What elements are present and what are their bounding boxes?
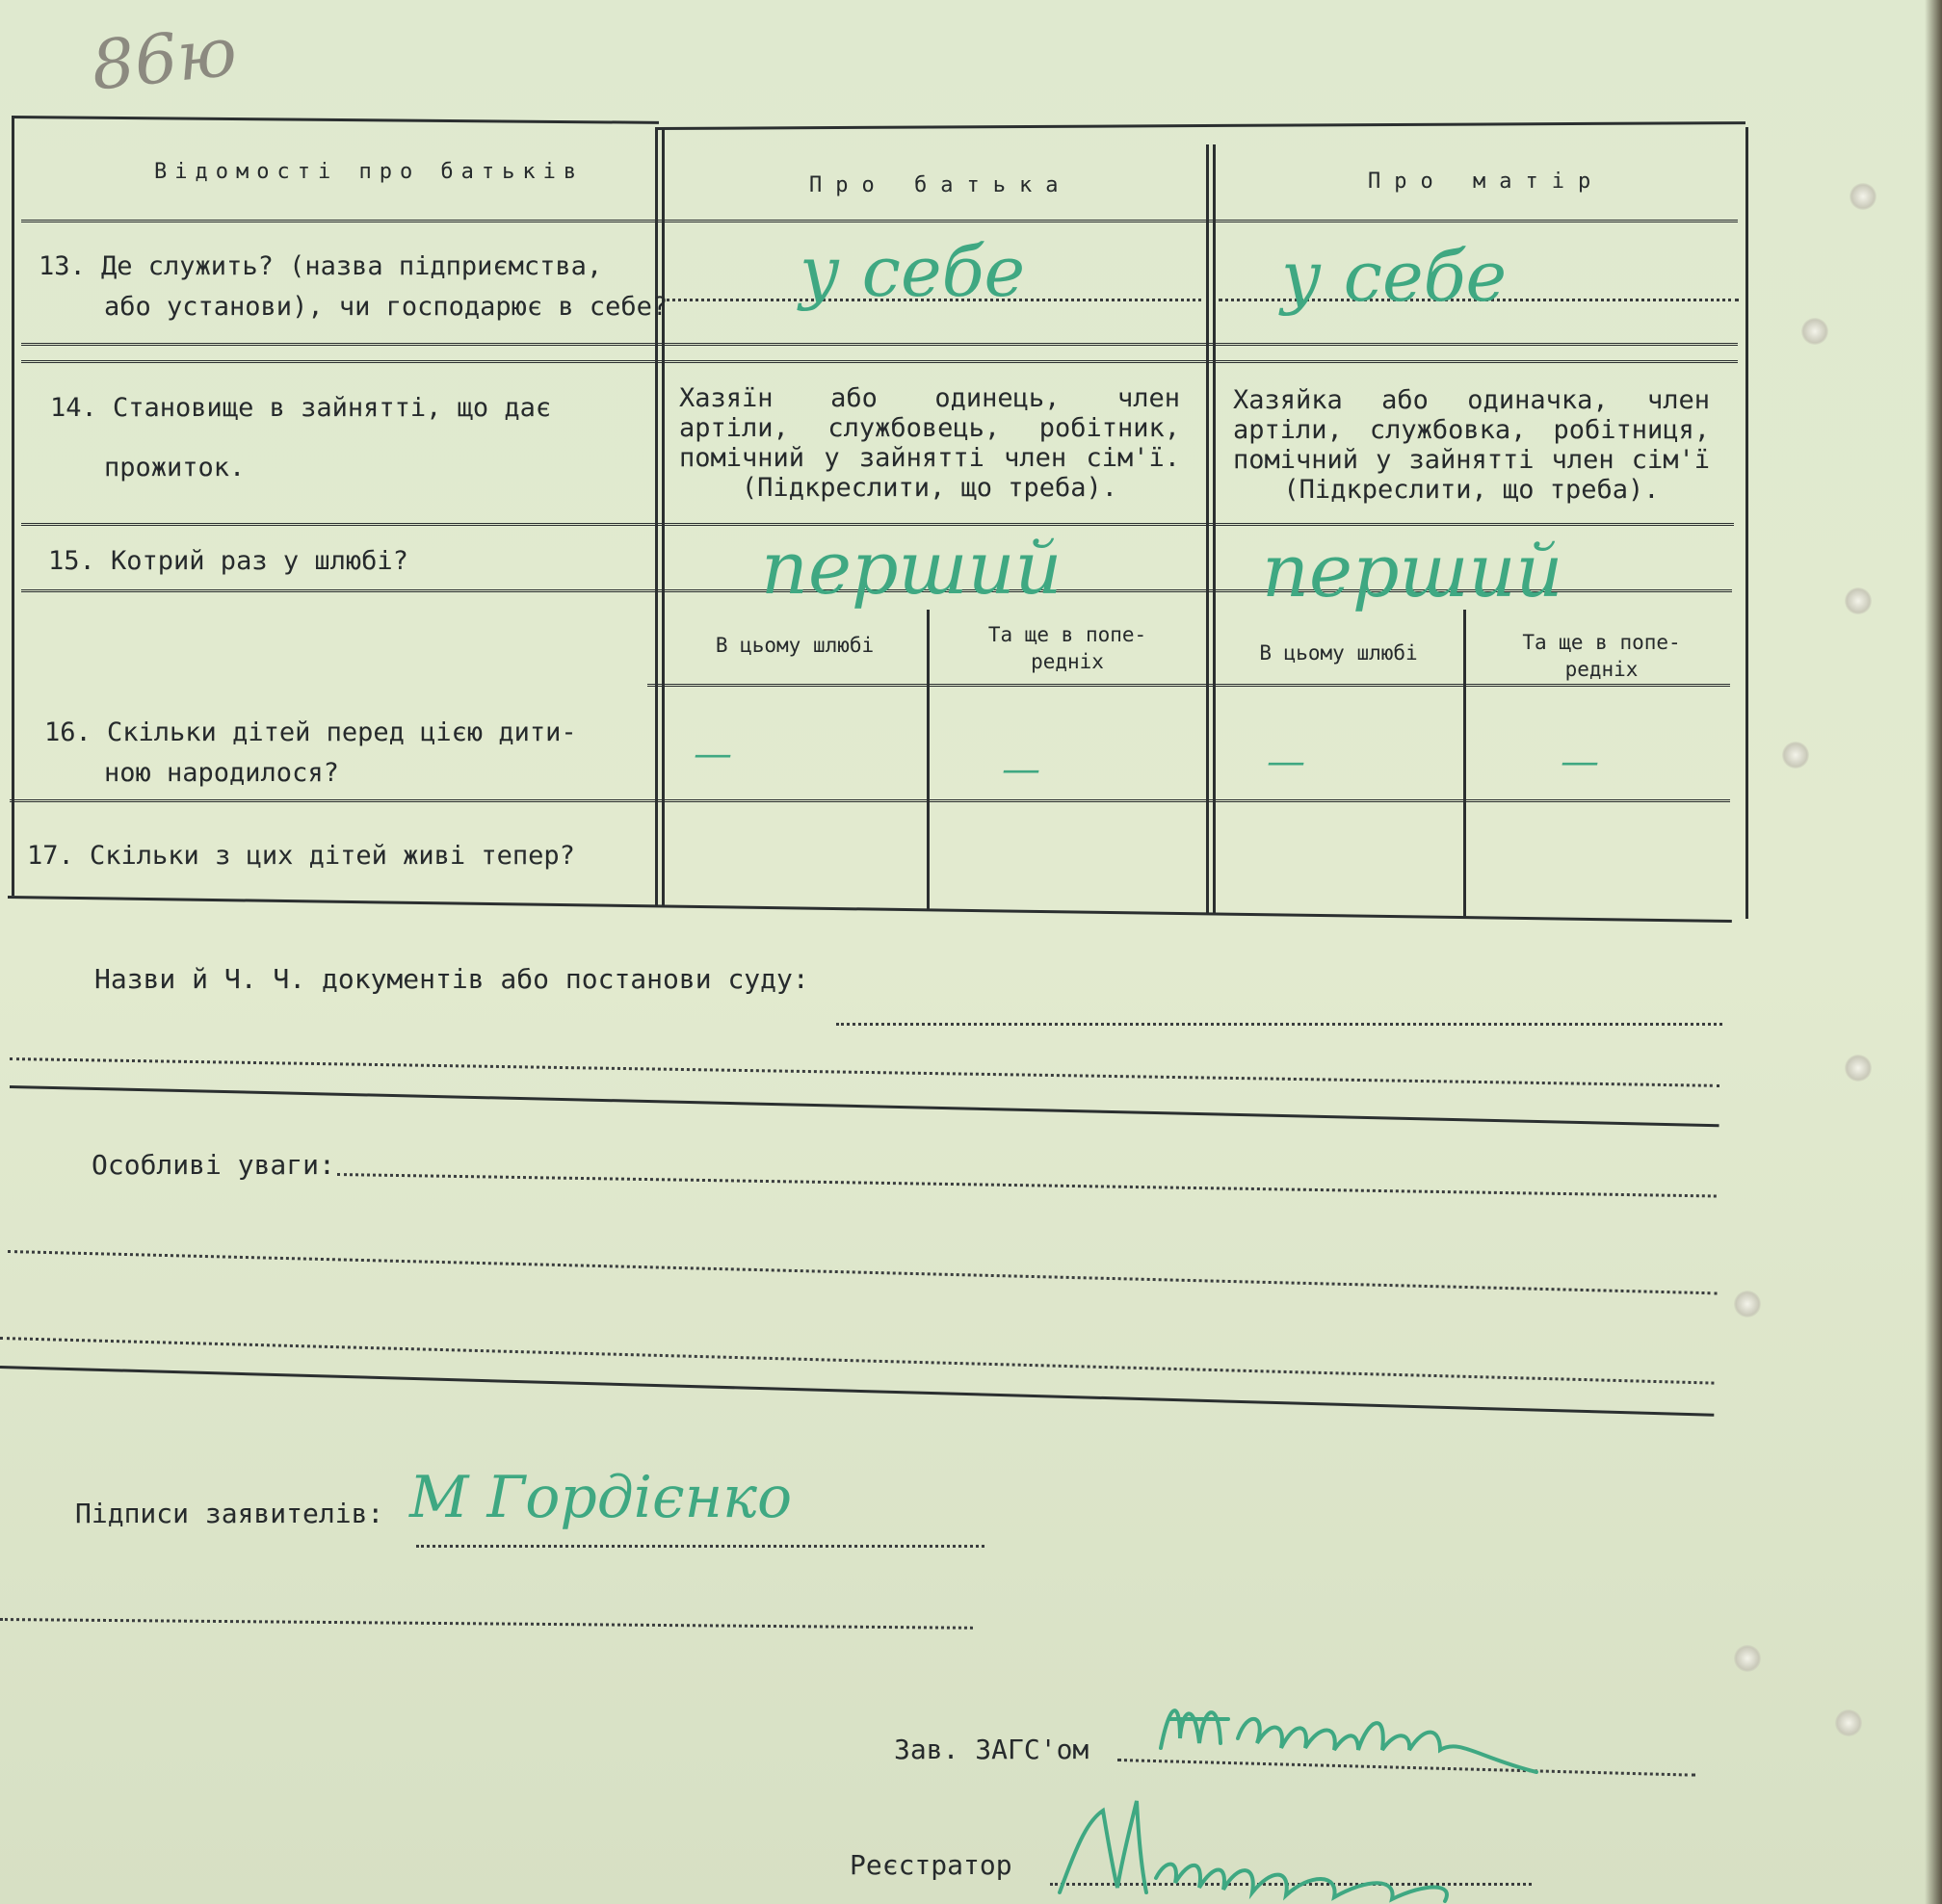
row16-label-line2: ною народилося?: [104, 758, 339, 788]
header-about-mother: Про матір: [1368, 170, 1605, 194]
zags-head-signature-mark: [1151, 1681, 1556, 1787]
row13-label-line2: або установи), чи господарює в себе?: [104, 292, 669, 322]
documents-line-1: [836, 1023, 1722, 1026]
row13-label-line1: 13. Де служить? (назва підприємства,: [39, 251, 603, 281]
row17-label: 17. Скільки з цих дітей живі тепер?: [27, 841, 575, 871]
header-about-father: Про батька: [809, 173, 1072, 197]
row14-father-options: Хазяїн або одинець, член артіли, службовець, робітник, помічний у зайнятті член сім'ї. (Підкреслити, що треба).: [679, 383, 1180, 503]
row14-mother-options: Хазяйка або одиначка, член артіли, службовка, робітниця, помічний у зайнятті член сім'ї (Підкреслити, що треба).: [1233, 385, 1710, 505]
remarks-line-3: [0, 1337, 1714, 1385]
remarks-line-1: [337, 1173, 1717, 1197]
row15-label: 15. Котрий раз у шлюбі?: [48, 546, 408, 576]
row16-father-prev-line2: редніх: [1031, 650, 1104, 673]
row16-mother-prev-line2: редніх: [1564, 658, 1639, 681]
remarks-line-2: [8, 1250, 1718, 1294]
row15-mother-value: перший: [1262, 528, 1563, 613]
punch-hole: [1845, 587, 1872, 614]
row16-mother-this-value: —: [1267, 740, 1305, 784]
row16-mother-prev-line1: Та ще в попе-: [1522, 631, 1681, 654]
registrar-label: Реєстратор: [850, 1849, 1012, 1881]
row13-father-value: у себе: [800, 231, 1026, 312]
documents-line-2: [10, 1057, 1719, 1087]
header-parents-info: Відомості про батьків: [154, 160, 585, 184]
documents-label: Назви й Ч. Ч. документів або постанови суду:: [94, 963, 809, 995]
row16-father-prev-line1: Та ще в попе-: [987, 623, 1147, 646]
row16-father-this-value: —: [694, 732, 732, 776]
folio-number: 86ю: [88, 12, 241, 106]
row16-father-prev-value: —: [1002, 747, 1040, 792]
applicants-signatures-label: Підписи заявителів:: [75, 1498, 384, 1529]
remarks-rule: [0, 1366, 1714, 1417]
page-edge-shadow: [1925, 0, 1942, 1904]
row14-label-line1: 14. Становище в зайнятті, що дає: [50, 393, 552, 423]
punch-hole: [1782, 742, 1809, 769]
row16-mother-prev-value: —: [1561, 740, 1599, 784]
row16-father-this-marriage: В цьому шлюбі: [715, 634, 875, 657]
zags-head-label: Зав. ЗАГС'ом: [894, 1734, 1089, 1765]
punch-hole: [1845, 1055, 1872, 1082]
row15-father-value: перший: [761, 525, 1063, 611]
row16-label-line1: 16. Скільки дітей перед цією дити-: [44, 717, 577, 747]
remarks-label: Особливі уваги:: [92, 1149, 335, 1181]
registrar-signature-mark: [1050, 1782, 1551, 1904]
punch-hole: [1835, 1709, 1862, 1736]
punch-hole: [1734, 1645, 1761, 1672]
row16-mother-this-marriage: В цьому шлюбі: [1259, 641, 1418, 665]
documents-rule: [10, 1085, 1719, 1127]
row13-mother-value: у себе: [1281, 236, 1508, 317]
applicants-sign-line: [416, 1545, 984, 1548]
punch-hole: [1801, 318, 1828, 345]
row14-label-line2: прожиток.: [104, 453, 246, 483]
punch-hole: [1734, 1291, 1761, 1317]
punch-hole: [1850, 183, 1876, 210]
applicants-signature: М Гордієнко: [409, 1464, 793, 1531]
applicants-sign-line-2: [0, 1618, 973, 1630]
